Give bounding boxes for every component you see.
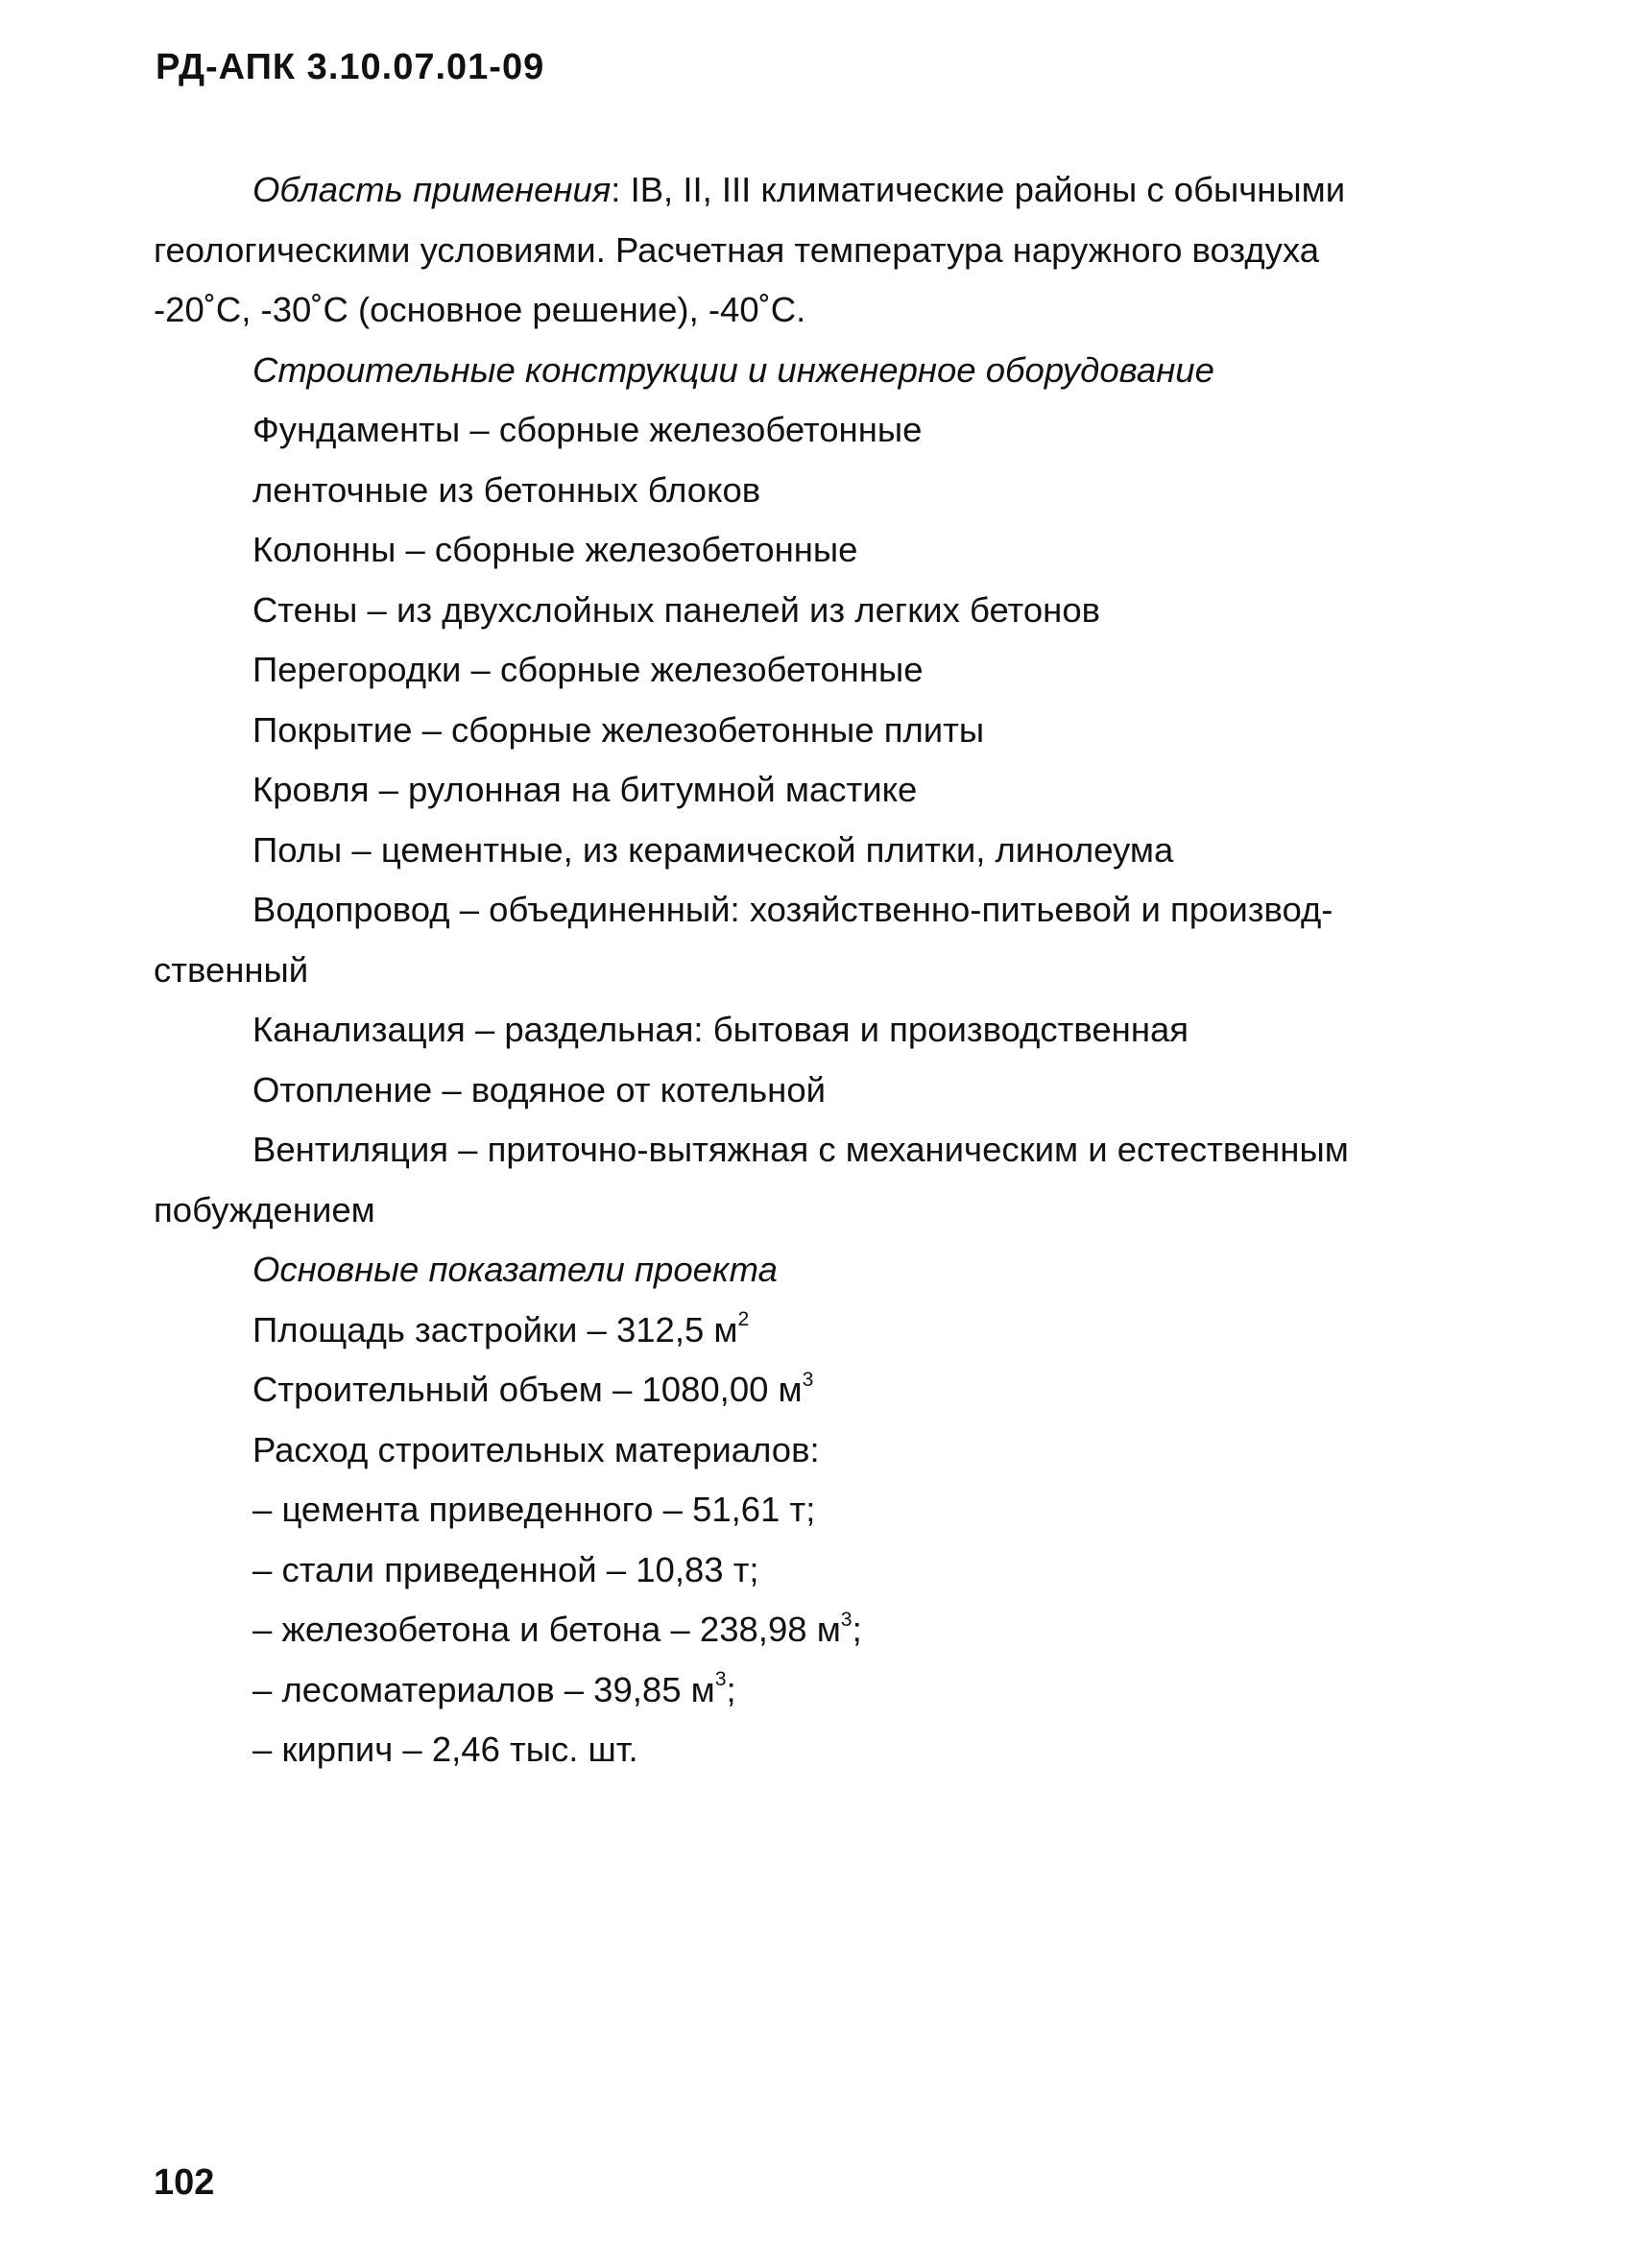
brick-line: – кирпич – 2,46 тыс. шт. <box>252 1730 638 1769</box>
timber-tail: ; <box>726 1669 736 1709</box>
materials-heading: Расход строительных материалов: <box>252 1429 820 1469</box>
water-supply-line-2: ственный <box>154 949 309 990</box>
steel-line: – стали приведенной – 10,83 т; <box>252 1549 759 1589</box>
scope-text: : IB, II, III климатические районы с обычными <box>611 170 1346 209</box>
timber-line <box>154 1660 1498 1721</box>
building-volume-line <box>154 1360 1498 1420</box>
structures-heading: Строительные конструкции и инженерное оборудование <box>252 349 1214 390</box>
foundations-line: Фундаменты – сборные железобетонные <box>252 410 923 449</box>
concrete-sup: 3 <box>840 1608 853 1631</box>
partitions-line: Перегородки – сборные железобетонные <box>252 650 924 689</box>
water-supply-line-1: Водопровод – объединенный: хозяйственно-питьевой и производ- <box>252 890 1333 929</box>
ventilation-line-2: побуждением <box>154 1189 375 1229</box>
building-volume-text: Строительный объем – 1080,00 м <box>252 1370 803 1409</box>
cement-line: – цемента приведенного – 51,61 т; <box>252 1490 816 1529</box>
document-code-header: РД-АПК 3.10.07.01-09 <box>156 47 545 87</box>
sewerage-line: Канализация – раздельная: бытовая и производственная <box>252 1010 1189 1049</box>
page-number: 102 <box>154 2162 215 2203</box>
scope-label: Область применения <box>252 170 612 209</box>
roof-line: Кровля – рулонная на битумной мастике <box>252 770 918 809</box>
timber-sup: 3 <box>714 1668 727 1691</box>
columns-line: Колонны – сборные железобетонные <box>252 530 858 569</box>
scope-line-2: геологическими условиями. Расчетная температура наружного воздуха <box>154 229 1320 270</box>
ventilation-line-1: Вентиляция – приточно-вытяжная с механическим и естественным <box>252 1130 1349 1169</box>
building-volume-sup: 3 <box>802 1368 814 1391</box>
concrete-tail: ; <box>852 1610 862 1649</box>
document-body <box>154 160 1498 1780</box>
heating-line: Отопление – водяное от котельной <box>252 1069 827 1110</box>
timber-text: – лесоматериалов – 39,85 м <box>252 1669 715 1709</box>
indicators-heading: Основные показатели проекта <box>252 1250 778 1289</box>
foundations-cont-line: ленточные из бетонных блоков <box>252 469 761 510</box>
floors-line: Полы – цементные, из керамической плитки, линолеума <box>252 829 1174 870</box>
concrete-text: – железобетона и бетона – 238,98 м <box>252 1610 841 1649</box>
building-area-sup: 2 <box>737 1308 750 1331</box>
walls-line: Стены – из двухслойных панелей из легких бетонов <box>252 589 1101 630</box>
scope-line-3: -20˚С, -30˚С (основное решение), -40˚С. <box>154 290 806 329</box>
concrete-line <box>154 1600 1498 1660</box>
roofing-slab-line: Покрытие – сборные железобетонные плиты <box>252 709 985 750</box>
building-area-text: Площадь застройки – 312,5 м <box>252 1309 738 1349</box>
building-area-line <box>154 1301 1498 1361</box>
scope-line-1 <box>154 160 1498 221</box>
